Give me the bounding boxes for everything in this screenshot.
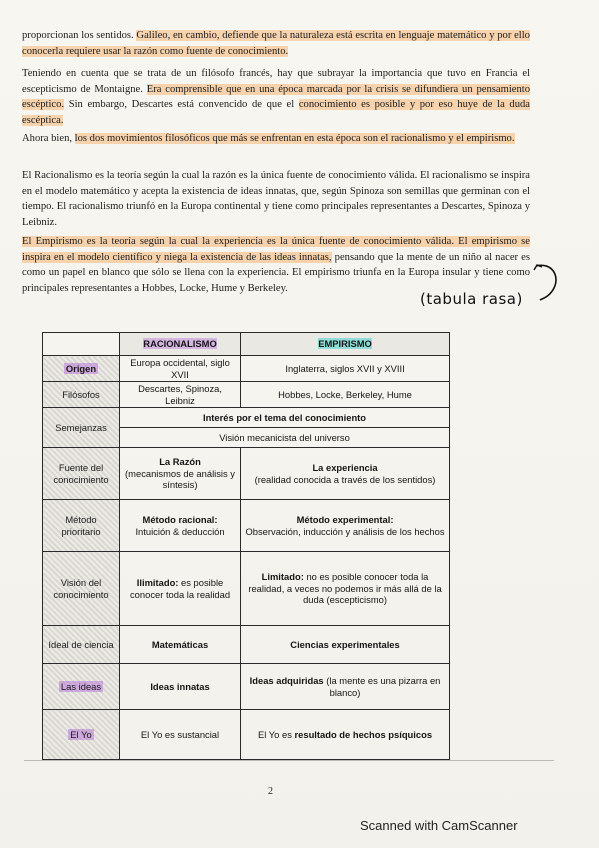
paragraph-racionalismo: El Racionalismo es la teoría según la cual la razón es la única fuente de conocimiento válida. El racionalismo se inspira en el modelo matemático y acepta la existencia de ideas innatas, que, según Spinoza son semillas que germinan con el tiempo. El racionalismo triunfó en la Europa continental y tiene como principales representantes a Descartes, Spinoza y Leibniz. [22,170,530,228]
cell-title: Limitado: [261,571,304,583]
cell-vision-racionalismo [120,552,241,626]
cell-title: resultado de hechos psíquicos [294,728,433,740]
footer-divider [24,760,554,761]
column-header-racionalismo: RACIONALISMO [120,333,241,356]
row-label-ideas: Las ideas [43,664,120,710]
cell-title: La Razón [159,456,201,468]
cell-title: Ideas adquiridas [249,675,324,686]
cell-metodo-empirismo [241,500,450,552]
cell-metodo-racionalismo [120,500,241,552]
cell-ideal-empirismo: Ciencias experimentales [241,626,450,664]
paragraph-text: Sin embargo, Descartes está convencido de que el [64,99,299,111]
paragraph-text: Teniendo en cuenta que se trata de un filósofo francés, hay que subrayar la importancia que tuvo en Francia el escepticismo de Montaigne. [22,68,530,95]
row-label-semejanzas: Semejanzas [43,408,120,448]
cell-fuente-racionalismo [120,448,241,500]
cell-yo-racionalismo: El Yo es sustancial [120,710,241,760]
row-label-origen: Origen [43,356,120,382]
cell-detail: (mecanismos de análisis y síntesis) [125,467,235,491]
column-header-empirismo: EMPIRISMO [241,333,450,356]
cell-filosofos-racionalismo: Descartes, Spinoza, Leibniz [120,382,241,408]
paragraph-galileo [22,28,530,59]
cell-yo-empirismo [241,710,450,760]
paragraph-movimientos [22,131,530,147]
handwritten-arrow-icon [530,258,562,308]
page-number: 2 [268,786,273,797]
table-corner [43,333,120,356]
table-row-ideas [43,664,450,710]
cell-detail: (realidad conocida a través de los sentidos) [254,473,436,485]
paragraph-text: pensando que la mente de un niño al nacer es como un papel en blanco que sólo se llena con la experiencia. El empirismo triunfa en la Europa insular y tiene como principales representantes a Hobbes, Locke, Hume y Berkeley. [22,251,530,294]
cell-ideas-racionalismo: Ideas innatas [120,664,241,710]
cell-ideal-racionalismo: Matemáticas [120,626,241,664]
cell-title: La experiencia [312,462,378,473]
paragraph-montaigne [22,66,530,128]
cell-detail: Observación, inducción y análisis de los hechos [245,525,445,537]
table-row-vision [43,552,450,626]
row-label-yo: El Yo [43,710,120,760]
cell-origen-racionalismo: Europa occidental, siglo XVII [120,356,241,382]
row-label-filosofos: Filósofos [43,382,120,408]
cell-detail: es posible conocer toda la realidad [129,577,231,600]
cell-detail: Intuición & deducción [135,525,225,537]
row-label-ideal: Ideal de ciencia [43,626,120,664]
handwritten-note: (tabula rasa) [420,290,523,308]
cell-title: Ilimitado: [136,577,179,588]
cell-semejanza-conocimiento: Interés por el tema del conocimiento [120,408,450,428]
row-label-metodo: Método prioritario [43,500,120,552]
table-row-fuente [43,448,450,500]
table-row-origen [43,356,450,382]
highlighted-text: El Empirismo es la teoría según la cual la experiencia es la única fuente de conocimiento válida. El empirismo se inspira en el modelo científico y niega la existencia de las ideas innatas, [22,236,530,263]
cell-ideas-empirismo [241,664,450,710]
comparison-table [42,332,450,760]
table-row-metodo [43,500,450,552]
cell-origen-empirismo: Inglaterra, siglos XVII y XVIII [241,356,450,382]
table-row-ideal [43,626,450,664]
table-header-row [43,333,450,356]
cell-semejanza-mecanicista: Visión mecanicista del universo [120,428,450,448]
table-row-yo [43,710,450,760]
paragraph-text: Ahora bien, [22,133,75,144]
paragraph-empirismo [22,234,530,296]
cell-detail: El Yo es [258,728,295,740]
highlighted-text: conocimiento es posible y por eso huye de la duda escéptica. [22,99,531,126]
cell-detail: no es posible conocer toda la realidad, a veces no podemos ir más allá de la duda (escepticismo) [248,571,442,606]
cell-detail: (la mente es una pizarra en blanco) [326,675,441,698]
row-label-fuente: Fuente del conocimiento [43,448,120,500]
paragraph-text: proporcionan los sentidos. [22,30,134,41]
cell-title: Método racional: [142,514,218,525]
table-row-filosofos [43,382,450,408]
row-label-vision: Visión del conocimiento [43,552,120,626]
highlighted-text: Galileo, en cambio, defiende que la naturaleza está escrita en lenguaje matemático y por ello conocerla requiere usar la razón como fuente de conocimiento. [22,30,530,57]
table-row-semejanzas-1 [43,408,450,428]
scanner-watermark: Scanned with CamScanner [360,818,518,833]
cell-vision-empirismo [241,552,450,626]
highlighted-text: los dos movimientos filosóficos que más se enfrentan en esta época son el racionalismo y el empirismo. [74,133,515,144]
cell-fuente-empirismo [241,448,450,500]
cell-title: Método experimental: [296,514,394,525]
cell-filosofos-empirismo: Hobbes, Locke, Berkeley, Hume [241,382,450,408]
highlighted-text: Era comprensible que en una época marcada por la crisis se difundiera un pensamiento escéptico. [22,83,530,111]
